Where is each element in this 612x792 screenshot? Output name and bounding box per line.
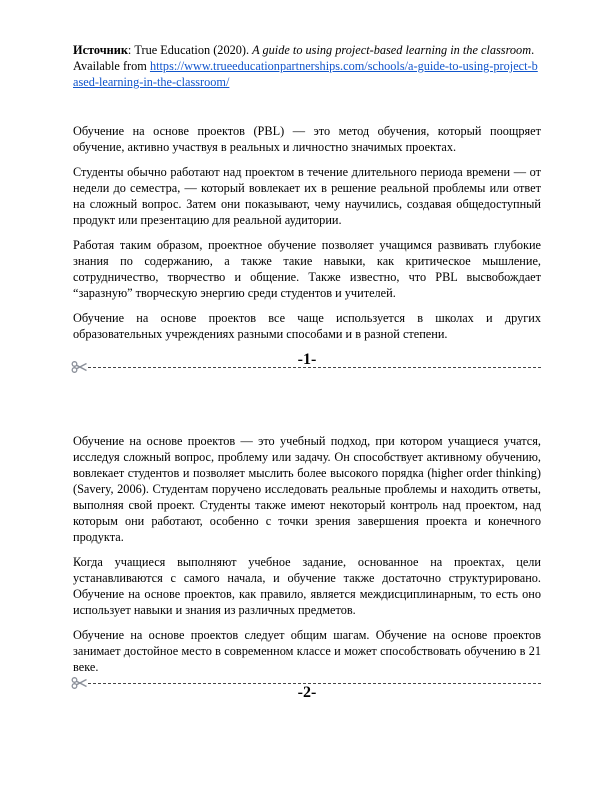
scissors-icon <box>71 677 87 689</box>
section-2 <box>73 433 541 712</box>
cut-line-2 <box>71 677 541 689</box>
scissors-icon <box>71 361 87 373</box>
cut-dashes <box>88 367 541 368</box>
paragraph: Когда учащиеся выполняют учебное задание, основанное на проектах, цели устанавливаются с самого начала, и обучение также достаточно структурировано. Обучение на основе проектов, как правило, является междисциплинарным, то есть оно использует навыки и знания из различных предметов. <box>73 555 541 617</box>
source-title: A guide to using project-based learning in the classroom <box>252 43 532 57</box>
paragraph: Обучение на основе проектов — это учебный подход, при котором учащиеся учатся, исследуя сложный вопрос, проблему или задачу. Он способствует активному обучению, вовлекает студентов и позволяет мыслить более высокого порядка (higher order thinking) (Savery, 2006). Студентам поручено исследовать реальные проблемы и находить ответы, выполняя свой проект. Студенты также имеют некоторый контроль над проектом, над которым они работают, особенно с точки зрения завершения проекта и конечного продукта. <box>73 434 541 544</box>
available-from-label: Available from <box>73 59 150 73</box>
paragraph: Обучение на основе проектов следует общим шагам. Обучение на основе проектов занимает достойное место в современном классе и может способствовать обучению в 21 веке. <box>73 628 541 674</box>
page-number: -1- <box>297 351 317 368</box>
source-prefix: : True Education (2020). <box>127 43 253 57</box>
paragraph: Работая таким образом, проектное обучение позволяет учащимся развивать глубокие знания по содержанию, а также такие навыки, как критическое мышление, сотрудничество, творчество и общение. Также известно, что PBL высвобождает “заразную” творческую энергию среди студентов и учителей. <box>73 238 541 300</box>
source-citation <box>73 42 541 90</box>
cut-dashes <box>88 683 541 684</box>
cut-line-1 <box>71 361 541 373</box>
paragraph: Обучение на основе проектов все чаще используется в школах и других образовательных учреждениях разными способами и в разной степени. <box>73 311 541 341</box>
source-link[interactable]: https://www.trueeducationpartnerships.com/schools/a-guide-to-using-project-based-learning-in-the-classroom/ <box>73 59 538 89</box>
paragraph: Обучение на основе проектов (PBL) — это метод обучения, который поощряет обучение, активно участвуя в реальных и личностно значимых проектах. <box>73 124 541 154</box>
source-label: Источник <box>73 43 128 57</box>
page-number: -2- <box>297 684 317 701</box>
section-1 <box>73 123 541 379</box>
paragraph: Студенты обычно работают над проектом в течение длительного периода времени — от недели до семестра, — который вовлекает их в решение реальной проблемы или ответ на сложный вопрос. Затем они показывают, чему научились, создавая общедоступный продукт или презентацию для реальной аудитории. <box>73 165 541 227</box>
source-suffix: . <box>531 43 535 57</box>
